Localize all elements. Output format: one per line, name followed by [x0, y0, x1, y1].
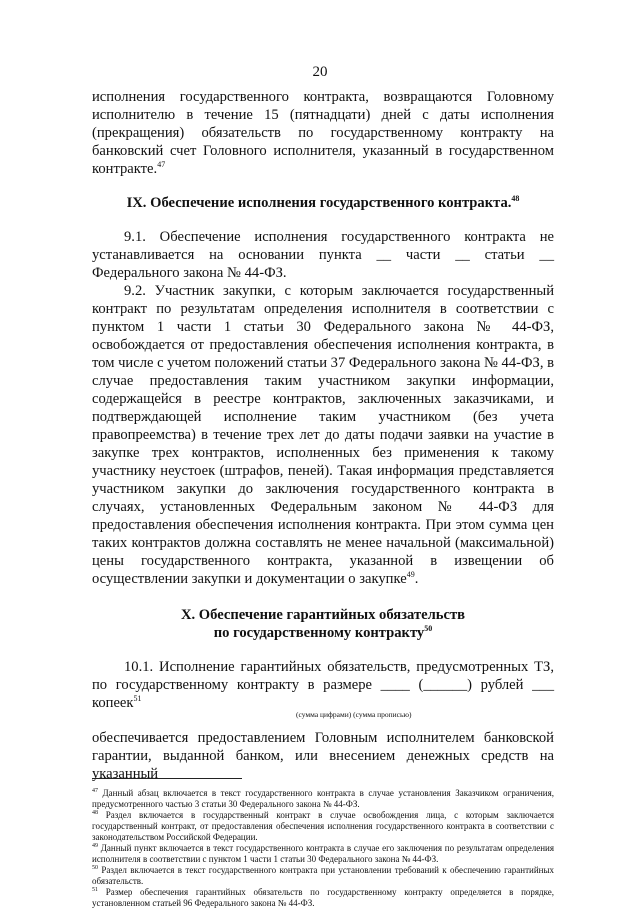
footnote-text: Раздел включается в текст государственного контракта при установлении требований к обеспечению гарантийных обязательств.: [92, 865, 555, 886]
section-9-heading: [92, 194, 554, 212]
footnote-ref-51: 51: [133, 694, 142, 703]
footnote-num: 49: [92, 843, 98, 849]
document-body: [92, 88, 554, 783]
paragraph-10-1-continued: обеспечивается предоставлением Головным исполнителем банковской гарантии, выданной банком, или внесением денежных средств на указанный: [92, 730, 554, 782]
footnote-50: [92, 865, 554, 887]
amount-caption: (сумма цифрами) (сумма прописью): [296, 710, 412, 719]
footnote-ref-47: 47: [157, 160, 166, 169]
section-10-title-line2: по государственному контракту: [213, 625, 425, 641]
footnote-ref-50: 50: [424, 624, 433, 633]
paragraph-9-2-text: 9.2. Участник закупки, с которым заключается государственный контракт по результатам определения исполнителя в соответствии с пунктом 1 части 1 статьи 30 Федерального закона № 44-ФЗ, освобождается от предоставления обеспечения исполнения контракта, в том числе с учетом положений статьи 37 Федерального закона № 44-ФЗ, в случае предоставления таким участником закупки информации, содержащейся в реестре контрактов, заключенных заказчиками, и подтверждающей исполнение таким участником (без учета правопреемства) в течение трех лет до даты подачи заявки на участие в закупке трех контрактов, исполненных без применения к такому участнику неустоек (штрафов, пеней). Такая информация представляется участником закупки до заключения государственного контракта в случаях, установленных Федеральным законом № 44-ФЗ для предоставления обеспечения исполнения контракта. При этом сумма цен таких контрактов должна составлять не менее начальной (максимальной) цены государственного контракта, указанной в извещении об осуществлении закупки и документации о закупке: [92, 283, 555, 587]
footnotes: [92, 788, 554, 909]
section-10-heading-line1: X. Обеспечение гарантийных обязательств: [180, 607, 466, 623]
footnote-text: Данный пункт включается в текст государственного контракта в случае его заключения по результатам определения исполнителя в соответствии с пунктом 1 части 1 статьи 30 Федерального закона № 44-ФЗ.: [92, 843, 555, 864]
footnote-num: 51: [92, 887, 98, 893]
paragraph-9-2: [92, 282, 554, 588]
page-number: 20: [312, 64, 328, 80]
paragraph-top: [92, 88, 554, 178]
paragraph-9-1: 9.1. Обеспечение исполнения государственного контракта не устанавливается на основании пункта __ части __ статьи __ Федерального закона № 44-ФЗ.: [92, 229, 554, 281]
footnote-ref-48: 48: [511, 194, 520, 203]
paragraph-10-1: [92, 658, 554, 712]
paragraph-9-2-end: .: [414, 571, 419, 587]
footnote-text: Размер обеспечения гарантийных обязательств по государственному контракту определяется в порядке, установленном статьей 96 Федерального закона № 44-ФЗ.: [92, 887, 554, 908]
footnote-num: 50: [92, 865, 98, 871]
footnote-divider: [92, 778, 242, 779]
paragraph-10-1-text: 10.1. Исполнение гарантийных обязательств, предусмотренных ТЗ, по государственному контракту в размере ____ (______) рублей ___ копеек: [92, 659, 554, 711]
footnote-49: [92, 843, 554, 865]
footnote-ref-49: 49: [406, 570, 415, 579]
footnote-num: 47: [92, 788, 98, 794]
footnote-text: Данный абзац включается в текст государственного контракта в случае установления Заказчиком ограничения, предусмотренного частью 3 статьи 30 Федерального закона № 44-ФЗ.: [92, 788, 555, 809]
section-9-title: IX. Обеспечение исполнения государственного контракта.: [126, 195, 512, 211]
footnote-51: [92, 887, 554, 909]
footnote-text: Раздел включается в государственный контракт в случае освобождения лица, с которым заключается государственный контракт, от предоставления обеспечения исполнения государственного контракта в соответствии с законодательством Российской Федерации.: [92, 810, 554, 842]
footnote-num: 48: [92, 810, 98, 816]
footnote-47: [92, 788, 554, 810]
paragraph-top-text: исполнения государственного контракта, возвращаются Головному исполнителю в течение 15 (пятнадцати) дней с даты исполнения (прекращения) обязательств по государственному контракту на банковский счет Головного исполнителя, указанный в государственном контракте.: [92, 89, 554, 177]
footnote-48: [92, 810, 554, 843]
section-10-heading-line2: [92, 624, 554, 642]
